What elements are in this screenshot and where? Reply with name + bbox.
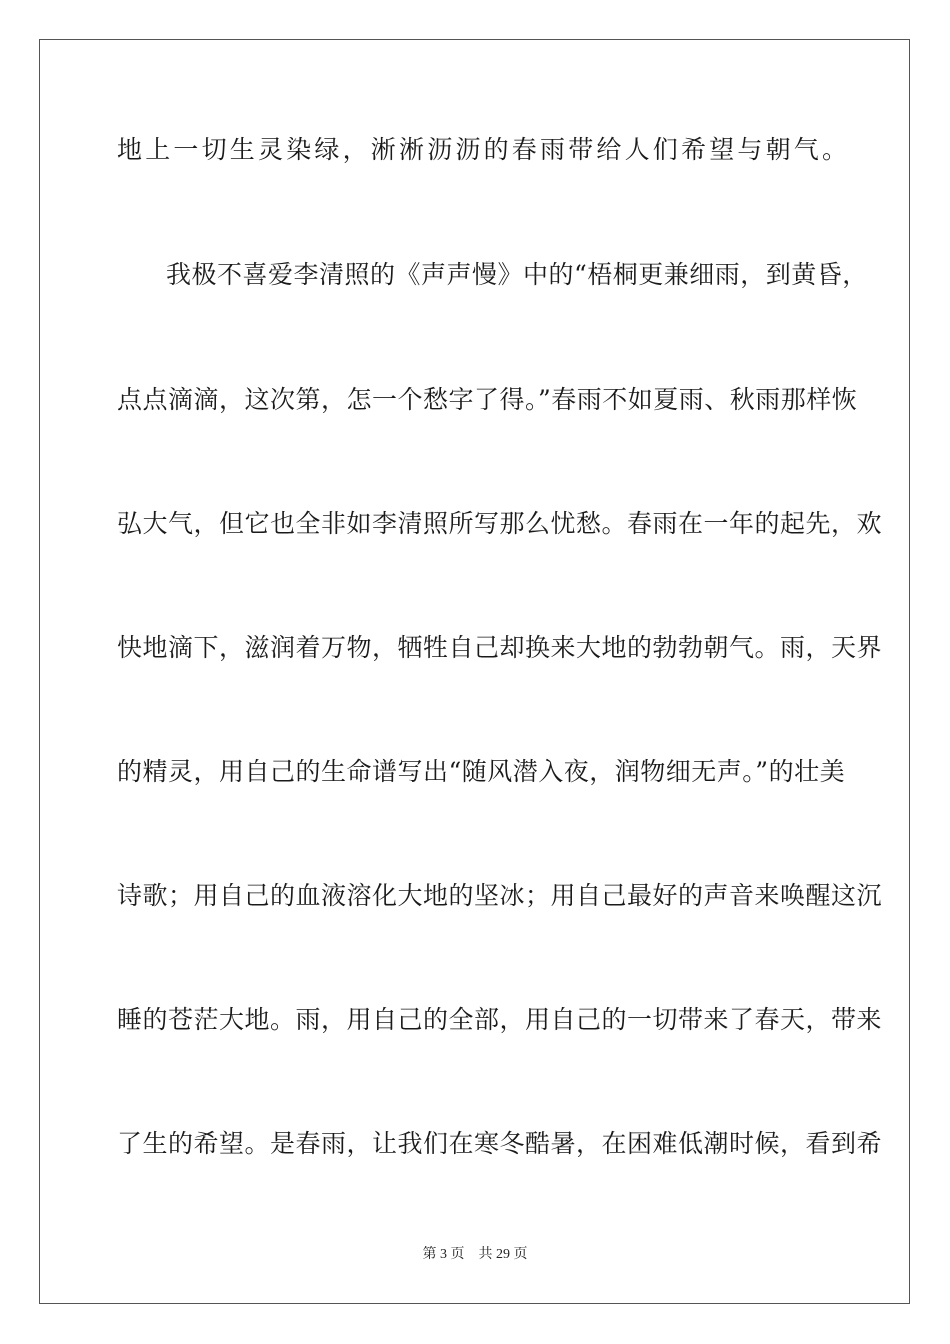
page-border (39, 39, 910, 1304)
page-number: 第 3 页 (422, 1247, 465, 1262)
text-line-1: 地上一切生灵染绿，淅淅沥沥的春雨带给人们希望与朝气。 (117, 135, 851, 164)
text-line-6: 的精灵，用自己的生命谱写出“随风潜入夜，润物细无声。”的壮美 (117, 757, 846, 786)
text-line-9: 了生的希望。是春雨，让我们在寒冬酷暑，在困难低潮时候，看到希 (117, 1129, 883, 1158)
text-line-5: 快地滴下，滋润着万物，牺牲自己却换来大地的勃勃朝气。雨，天界 (117, 633, 883, 662)
text-line-8: 睡的苍茫大地。雨，用自己的全部，用自己的一切带来了春天，带来 (117, 1005, 883, 1034)
text-line-4: 弘大气，但它也全非如李清照所写那么忧愁。春雨在一年的起先，欢 (117, 509, 883, 538)
page-footer (0, 1245, 950, 1265)
page-total: 共 29 页 (478, 1247, 528, 1262)
text-line-7: 诗歌；用自己的血液溶化大地的坚冰；用自己最好的声音来唤醒这沉 (117, 881, 883, 910)
text-line-2: 我极不喜爱李清照的《声声慢》中的“梧桐更兼细雨，到黄昏， (166, 260, 868, 289)
text-line-3: 点点滴滴，这次第，怎一个愁字了得。”春雨不如夏雨、秋雨那样恢 (117, 385, 858, 414)
